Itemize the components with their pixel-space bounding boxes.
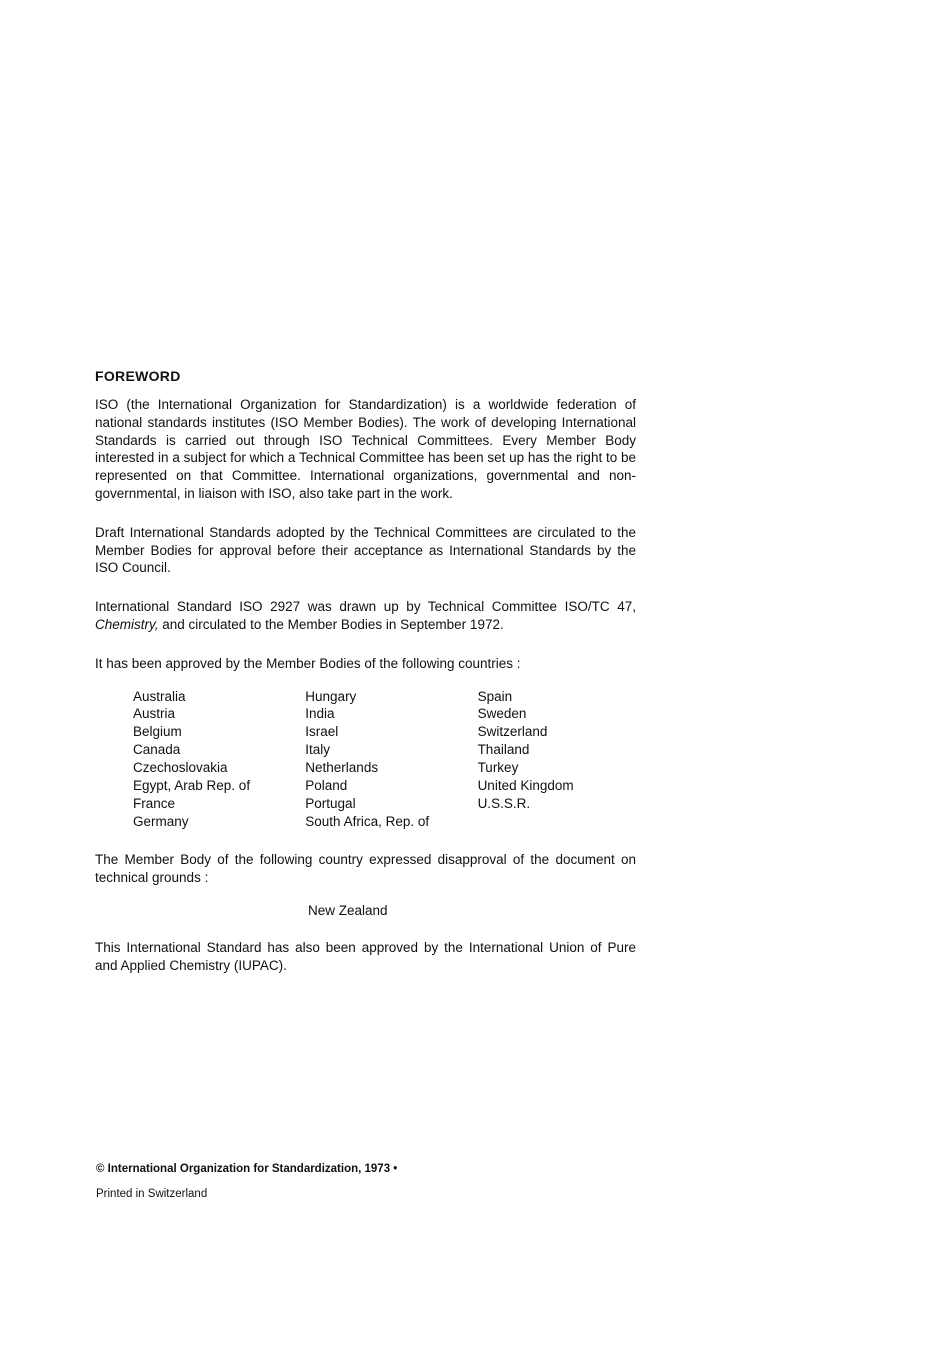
- committee-name-italic: Chemistry,: [95, 616, 159, 632]
- countries-column-1: [133, 688, 305, 831]
- country-item: Israel: [305, 724, 339, 740]
- country-item: Hungary: [305, 688, 357, 704]
- country-item: Sweden: [477, 706, 527, 722]
- paragraph-iso-intro: ISO (the International Organization for Standardization) is a worldwide federation of national standards institutes (ISO Member Bodies). The work of developing International Standards is carried out through ISO Technical Committees. Every Member Body interested in a subject for which a Technical Committee has been set up has the right to be represented on that Committee. International organizations, governmental and non-governmental, in liaison with ISO, also take part in the work.: [95, 397, 636, 501]
- country-item: Australia: [133, 688, 186, 704]
- country-item: Turkey: [477, 760, 519, 776]
- country-item: Poland: [305, 778, 348, 794]
- country-item: Canada: [133, 742, 181, 758]
- country-item: France: [133, 796, 176, 811]
- country-item: Egypt, Arab Rep. of: [133, 778, 251, 794]
- standard-origin-text: International Standard ISO 2927 was drawn up by Technical Committee ISO/TC 47,: [95, 599, 636, 615]
- approving-countries-list: [133, 688, 636, 831]
- foreword-section: [95, 368, 636, 996]
- country-item: Switzerland: [477, 724, 548, 740]
- country-item: Portugal: [305, 796, 356, 811]
- page-footer: [96, 1163, 397, 1200]
- country-item: U.S.S.R.: [477, 796, 531, 811]
- country-item: India: [305, 706, 335, 722]
- paragraph-approval-intro: It has been approved by the Member Bodies of the following countries :: [95, 655, 521, 671]
- paragraph-draft-standards: Draft International Standards adopted by the Technical Committees are circulated to the Member Bodies for approval before their acceptance as International Standards by the ISO Council.: [95, 524, 636, 576]
- country-item: Italy: [305, 742, 331, 758]
- paragraph-standard-origin: [95, 598, 636, 634]
- disapproving-country: New Zealand: [308, 903, 388, 919]
- country-item: Thailand: [477, 742, 530, 758]
- country-item: Belgium: [133, 724, 182, 740]
- country-item: Czechoslovakia: [133, 760, 228, 776]
- paragraph-iupac: This International Standard has also been approved by the International Union of Pure and Applied Chemistry (IUPAC).: [95, 940, 636, 974]
- country-item: Germany: [133, 813, 189, 829]
- printed-location: Printed in Switzerland: [96, 1188, 208, 1200]
- paragraph-disapproval: The Member Body of the following country expressed disapproval of the document on technical grounds :: [95, 851, 636, 885]
- country-item: Spain: [477, 688, 513, 704]
- country-item: Netherlands: [305, 760, 379, 776]
- country-item: South Africa, Rep. of: [305, 813, 430, 829]
- countries-column-3: [478, 688, 636, 831]
- countries-column-2: [305, 688, 477, 831]
- foreword-heading: FOREWORD: [95, 368, 181, 384]
- country-item: Austria: [133, 706, 176, 722]
- country-item: United Kingdom: [477, 778, 574, 794]
- copyright-notice: © International Organization for Standardization, 1973 •: [96, 1163, 398, 1175]
- standard-origin-tail: and circulated to the Member Bodies in September 1972.: [158, 616, 504, 632]
